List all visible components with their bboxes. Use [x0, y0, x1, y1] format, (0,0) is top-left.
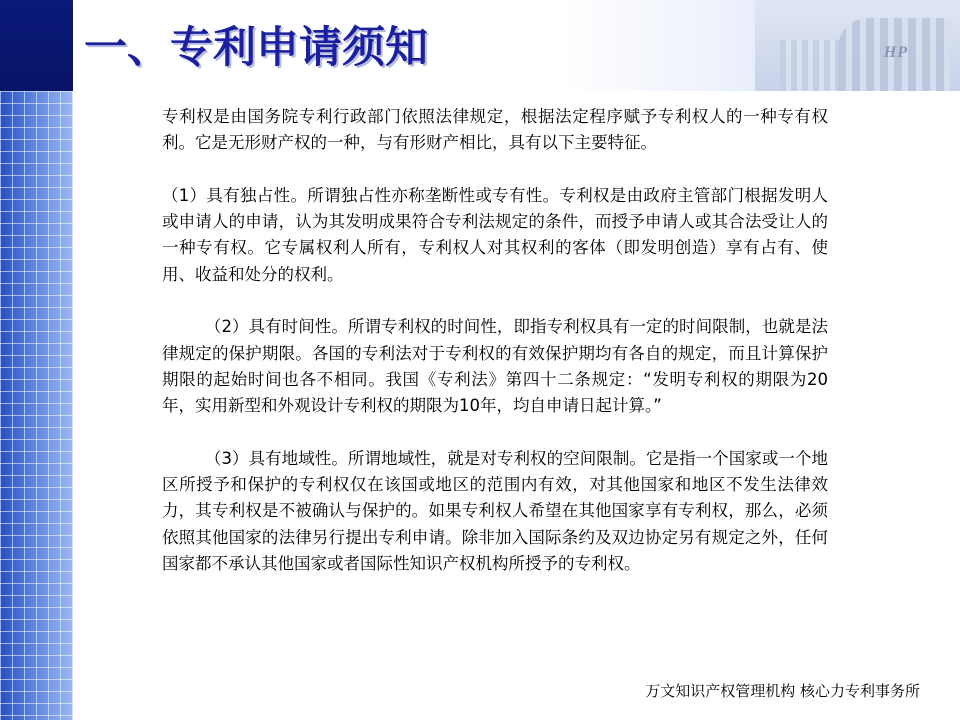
slide-body — [162, 104, 828, 577]
building-sign: HP — [883, 44, 908, 61]
building-wing — [780, 40, 840, 91]
paragraph-intro: 专利权是由国务院专利行政部门依照法律规定，根据法定程序赋予专利权人的一种专有权利。它是无形财产权的一种，与有形财产相比，具有以下主要特征。 — [162, 107, 828, 153]
header-corner-block — [0, 0, 73, 91]
paragraph-time-limit: （2）具有时间性。所谓专利权的时间性，即指专利权具有一定的时间限制，也就是法律规定的保护期限。各国的专利法对于专利权的有效保护期均有各自的规定，而且计算保护期限的起始时间也各不相同。我国《专利法》第四十二条规定：“发明专利权的期限为20年，实用新型和外观设计专利权的期限为10年，均自申请日起计算。” — [162, 317, 828, 416]
building-photo — [755, 0, 960, 91]
slide-title: 一、专利申请须知 — [84, 23, 428, 73]
paragraph-territoriality: （3）具有地域性。所谓地域性，就是对专利权的空间限制。它是指一个国家或一个地区所授予和保护的专利权仅在该国或地区的范围内有效，对其他国家和地区不发生法律效力，其专利权是不被确认与保护的。如果专利权人希望在其他国家享有专利权，那么，必须依照其他国家的法律另行提出专利申请。除非加入国际条约及双边协定另有规定之外，任何国家都不承认其他国家或者国际性知识产权机构所授予的专利权。 — [162, 448, 828, 574]
footer-organization: 万文知识产权管理机构 核心力专利事务所 — [645, 682, 920, 700]
left-grid-strip — [0, 91, 73, 720]
paragraph-exclusivity: （1）具有独占性。所谓独占性亦称垄断性或专有性。专利权是由政府主管部门根据发明人或申请人的申请，认为其发明成果符合专利法规定的条件，而授予申请人或其合法受让人的一种专有权。它专属权利人所有，专利权人对其权利的客体（即发明创造）享有占有、使用、收益和处分的权利。 — [162, 185, 828, 284]
